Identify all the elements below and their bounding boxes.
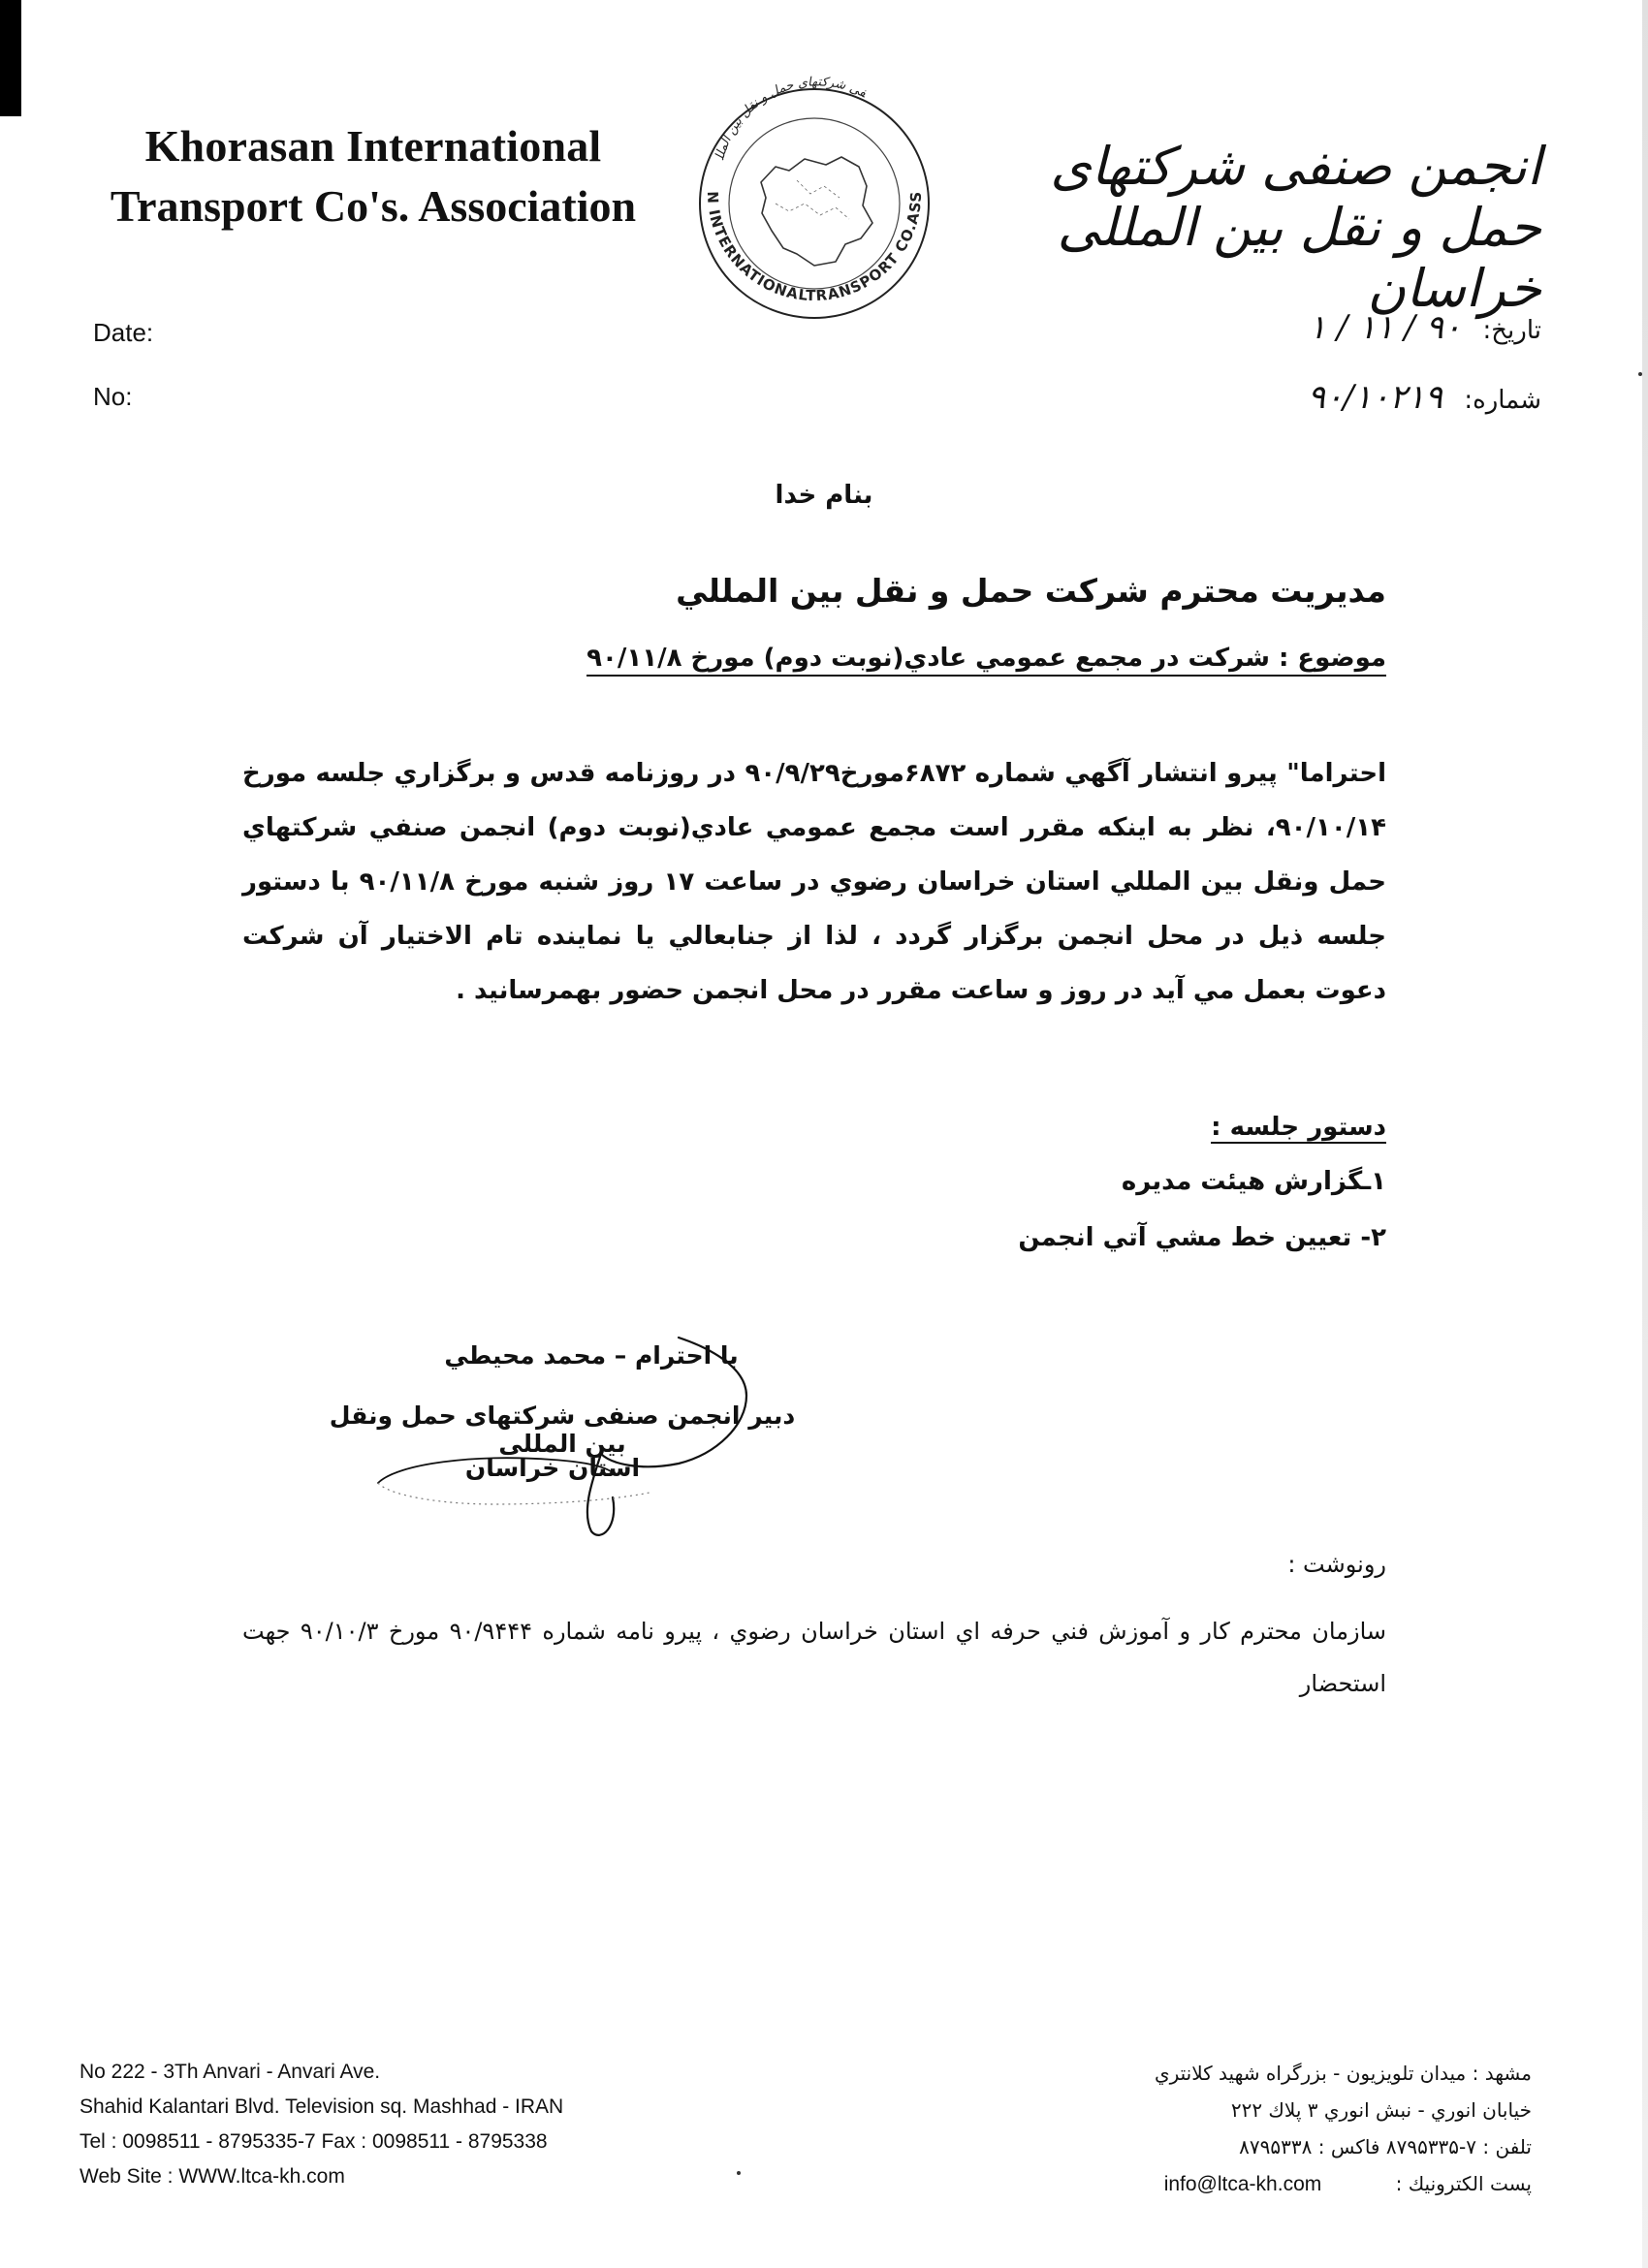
date-field-fa [1251, 308, 1541, 347]
svg-text:انجمن صنفی شرکتهای حمل و نقل ب [669, 58, 870, 162]
date-label-en: Date: [93, 318, 154, 347]
no-label-en: No: [93, 382, 133, 411]
agenda-title-text: دستور جلسه : [1211, 1113, 1386, 1142]
date-value: ۹۰ / ۱۱ / ۱ [1308, 308, 1462, 347]
number-field-fa [1251, 378, 1541, 417]
subject-text: موضوع : شركت در مجمع عمومي عادي(نوبت دوم) مورخ ۹۰/۱۱/۸ [586, 644, 1386, 677]
svg-text:KHORASAN INTERNATIONALTRANSPOR [669, 58, 925, 304]
cc-body: سازمان محترم كار و آموزش فني حرفه اي استان خراسان رضوي ، پيرو نامه شماره ۹۰/۹۴۴۴ مورخ ۹۰/۱۰/۳ جهت استحضار [242, 1618, 1387, 1697]
number-label-fa: شماره: [1464, 386, 1541, 415]
number-value: ۹۰/۱۰۲۱۹ [1307, 378, 1443, 417]
footer-contact-en [79, 2055, 758, 2194]
footer-address-line-1: No 222 - 3Th Anvari - Anvari Ave. [79, 2061, 381, 2083]
org-name-en [92, 116, 654, 236]
footer-fa-email [1086, 2165, 1532, 2203]
body-paragraph: احتراما" پيرو انتشار آگهي شماره ۶۸۷۲مورخ۹۰/۹/۲۹ در روزنامه قدس و برگزاري جلسه مورخ ۹۰/۱۰/۱۴، نظر به اينكه مقرر است مجمع عمومي عادي(نوبت دوم) انجمن صنفي شركتهاي حمل ونقل بين المللي استان خراسان رضوي در ساعت ۱۷ روز شنبه مورخ ۹۰/۱۱/۸ با دستور جلسه ذيل در محل انجمن برگزار گردد ، لذا از جنابعالي يا نماينده تام الاختيار آن شركت دعوت بعمل مي آيد در روز و ساعت مقرر در محل انجمن حضور بهمرسانيد . [242, 759, 1386, 1005]
signature-line-2: دبير انجمن صنفی شرکتهای حمل ونقل بين المللی [329, 1402, 796, 1458]
footer-contact-fa [1086, 2055, 1532, 2203]
footer-address-line-2: Shahid Kalantari Blvd. Television sq. Mashhad - IRAN [79, 2095, 564, 2118]
cc-title: رونوشت : [1287, 1551, 1386, 1578]
signature-line-3: استان خراسان [464, 1454, 641, 1482]
association-seal [669, 58, 960, 349]
subject-line [417, 644, 1386, 673]
footer-fa-address-line-2: خيابان انوري - نبش انوري ۳ پلاك ۲۲۲ [1230, 2098, 1532, 2122]
org-name-en-line2: Transport Co's. Association [110, 181, 637, 231]
seal-icon [669, 58, 960, 349]
agenda-title [902, 1113, 1386, 1142]
scan-edge-shadow [1642, 0, 1648, 2268]
agenda-item: ۱ـگزارش هيئت مديره [1121, 1167, 1386, 1196]
footer-website: Web Site : WWW.ltca-kh.com [79, 2165, 345, 2188]
footer-fa-address-line-1: مشهد : ميدان تلويزيون - بزرگراه شهيد كلانتري [1154, 2062, 1532, 2085]
footer-fa-phone-fax: تلفن : ۷-۸۷۹۵۳۳۵ فاكس : ۸۷۹۵۳۳۸ [1239, 2135, 1532, 2158]
signature-line-1: با احترام – محمد محيطي [444, 1341, 739, 1370]
date-label-fa: تاریخ: [1482, 316, 1541, 345]
org-name-en-line1: Khorasan International [144, 121, 602, 171]
scan-speck [1638, 372, 1642, 376]
scan-corner-mark [0, 0, 21, 116]
recipient: مديريت محترم شركت حمل و نقل بين المللي [676, 572, 1386, 610]
footer-fa-email-label: پست الكترونيك : [1395, 2172, 1532, 2195]
basmala: بنام خدا [775, 481, 873, 510]
seal-text-fa: فی شرکتهای حمل و نقل بین الملل [713, 75, 870, 162]
scan-speck [737, 2171, 741, 2175]
footer-email: info@ltca-kh.com [1163, 2173, 1322, 2195]
seal-text-en: N INTERNATIONALTRANSPORT CO.ASS [703, 190, 926, 305]
footer-phone-fax: Tel : 0098511 - 8795335-7 Fax : 0098511 - 8795338 [79, 2130, 548, 2153]
org-name-fa: انجمن صنفی شرکتهای حمل و نقل بین المللی خراسان [1050, 136, 1541, 319]
agenda-item: ۲- تعيين خط مشي آتي انجمن [1018, 1223, 1386, 1252]
